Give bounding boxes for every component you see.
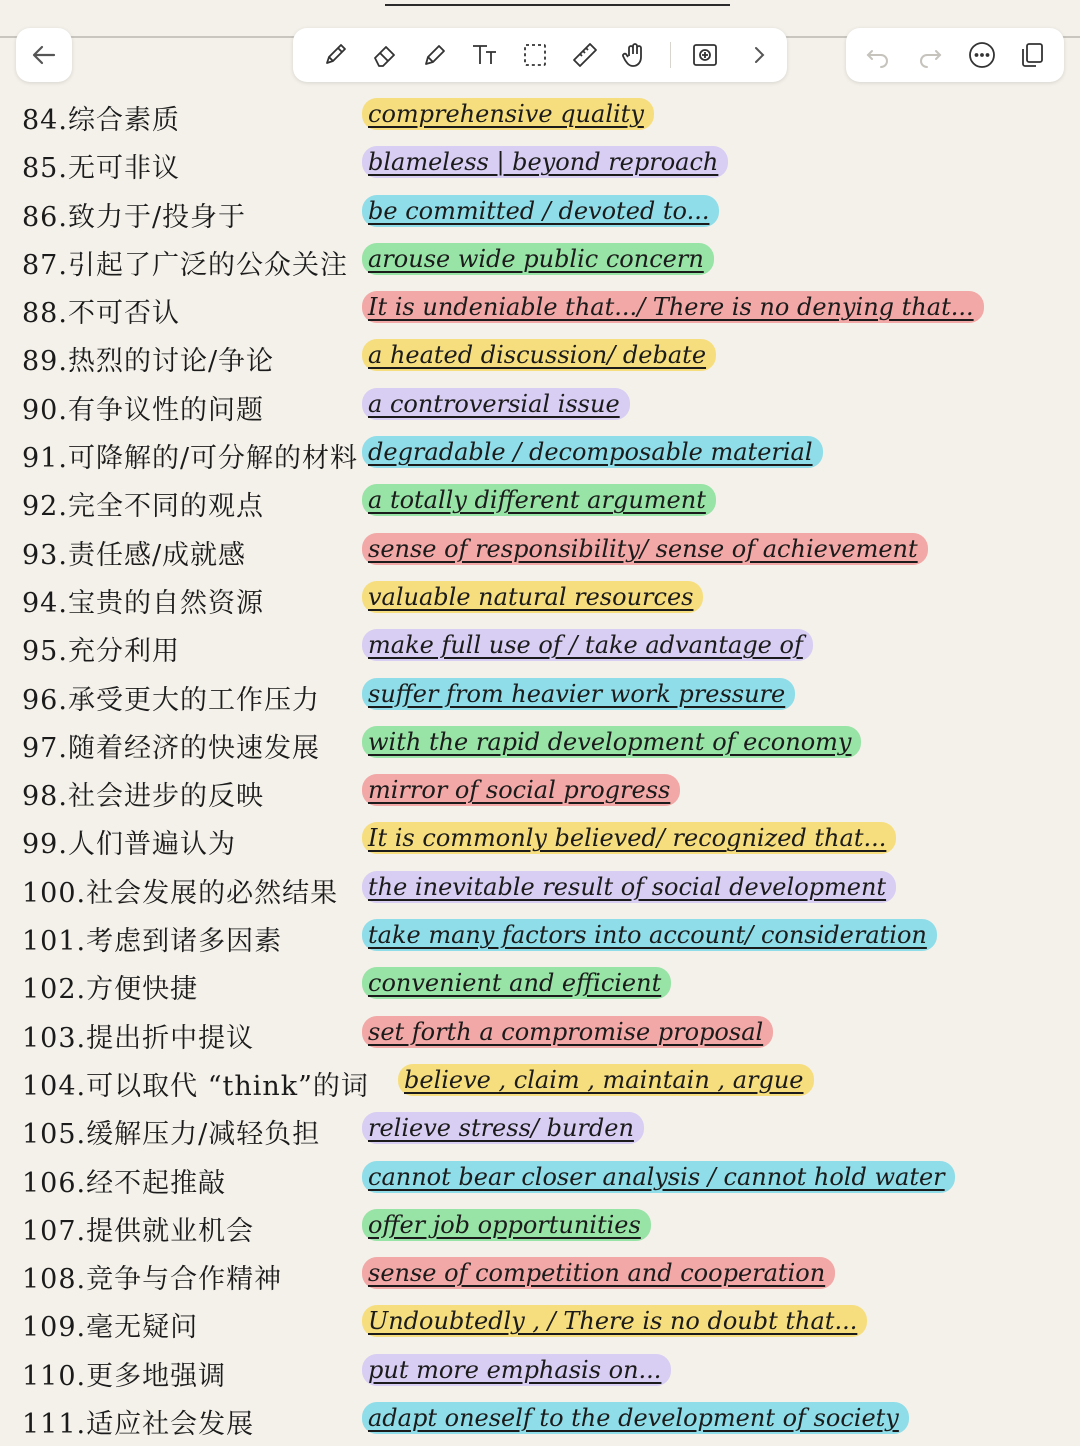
note-row	[0, 432, 1080, 480]
eraser-icon[interactable]	[363, 28, 407, 82]
english-phrase-highlight: put more emphasis on...	[362, 1354, 671, 1386]
note-row	[0, 142, 1080, 190]
note-row	[0, 191, 1080, 239]
chinese-phrase: 89.热烈的讨论/争论	[22, 346, 275, 378]
arrow-left-icon	[22, 28, 66, 82]
chinese-phrase: 99.人们普遍认为	[22, 829, 236, 861]
note-row	[0, 674, 1080, 722]
chinese-phrase: 92.完全不同的观点	[22, 491, 264, 523]
chinese-phrase: 111.适应社会发展	[22, 1409, 255, 1441]
english-phrase-highlight: arouse wide public concern	[362, 243, 714, 275]
chinese-phrase: 97.随着经济的快速发展	[22, 732, 320, 764]
note-row	[0, 287, 1080, 335]
note-row	[0, 384, 1080, 432]
more-icon[interactable]	[960, 28, 1004, 82]
chinese-phrase: 103.提出折中提议	[22, 1022, 255, 1054]
english-phrase-highlight: be committed / devoted to...	[362, 195, 719, 227]
drawing-toolbar	[293, 28, 787, 82]
english-phrase-highlight: valuable natural resources	[362, 581, 703, 613]
english-phrase-highlight: Undoubtedly , / There is no doubt that...	[362, 1305, 867, 1337]
chinese-phrase: 108.竞争与合作精神	[22, 1264, 283, 1296]
redo-icon[interactable]	[908, 28, 952, 82]
english-phrase-highlight: a controversial issue	[362, 388, 630, 420]
note-row	[0, 867, 1080, 915]
pencil-icon[interactable]	[413, 28, 457, 82]
english-phrase-highlight: adapt oneself to the development of society	[362, 1402, 909, 1434]
english-phrase-highlight: convenient and efficient	[362, 967, 671, 999]
chinese-phrase: 96.承受更大的工作压力	[22, 684, 320, 716]
english-phrase-highlight: sense of responsibility/ sense of achievement	[362, 533, 928, 565]
chinese-phrase: 86.致力于/投身于	[22, 201, 247, 233]
note-row	[0, 1398, 1080, 1446]
note-row	[0, 529, 1080, 577]
chinese-phrase: 88.不可否认	[22, 298, 180, 330]
chinese-phrase: 106.经不起推敲	[22, 1167, 227, 1199]
note-row	[0, 1108, 1080, 1156]
english-phrase-highlight: mirror of social progress	[362, 774, 680, 806]
note-row	[0, 1012, 1080, 1060]
pages-icon[interactable]	[1010, 28, 1054, 82]
note-row	[0, 480, 1080, 528]
english-phrase-highlight: offer job opportunities	[362, 1209, 651, 1241]
image-insert-icon[interactable]	[683, 28, 727, 82]
chinese-phrase: 110.更多地强调	[22, 1360, 227, 1392]
chinese-phrase: 85.无可非议	[22, 153, 180, 185]
chinese-phrase: 95.充分利用	[22, 636, 180, 668]
english-phrase-highlight: the inevitable result of social development	[362, 871, 896, 903]
document-actions-toolbar	[846, 28, 1064, 82]
chinese-phrase: 91.可降解的/可分解的材料	[22, 443, 359, 475]
english-phrase-highlight: sense of competition and cooperation	[362, 1257, 835, 1289]
english-phrase-highlight: degradable / decomposable material	[362, 436, 823, 468]
note-row	[0, 915, 1080, 963]
chevron-right-icon[interactable]	[737, 28, 781, 82]
english-phrase-highlight: relieve stress/ burden	[362, 1112, 644, 1144]
note-row	[0, 963, 1080, 1011]
english-phrase-highlight: comprehensive quality	[362, 98, 654, 130]
english-phrase-highlight: It is commonly believed/ recognized that...	[362, 822, 896, 854]
note-row	[0, 1350, 1080, 1398]
note-row	[0, 94, 1080, 142]
chinese-phrase: 93.责任感/成就感	[22, 539, 247, 571]
chinese-phrase: 102.方便快捷	[22, 974, 199, 1006]
note-row	[0, 1253, 1080, 1301]
touch-hand-icon[interactable]	[613, 28, 657, 82]
chinese-phrase: 104.可以取代 “think”的词	[22, 1070, 369, 1102]
chinese-phrase: 94.宝贵的自然资源	[22, 587, 264, 619]
note-row	[0, 1157, 1080, 1205]
english-phrase-highlight: believe , claim , maintain , argue	[398, 1064, 814, 1096]
note-row	[0, 1301, 1080, 1349]
english-phrase-highlight: cannot bear closer analysis / cannot hold water	[362, 1161, 955, 1193]
note-row	[0, 1205, 1080, 1253]
note-row	[0, 722, 1080, 770]
note-row	[0, 239, 1080, 287]
english-phrase-highlight: blameless | beyond reproach	[362, 146, 728, 178]
chinese-phrase: 105.缓解压力/减轻负担	[22, 1119, 321, 1151]
chinese-phrase: 98.社会进步的反映	[22, 781, 264, 813]
pen-icon[interactable]	[313, 28, 357, 82]
chinese-phrase: 90.有争议性的问题	[22, 394, 264, 426]
note-row	[0, 335, 1080, 383]
chinese-phrase: 87.引起了广泛的公众关注	[22, 249, 348, 281]
chinese-phrase: 101.考虑到诸多因素	[22, 926, 283, 958]
chinese-phrase: 109.毫无疑问	[22, 1312, 199, 1344]
undo-icon[interactable]	[856, 28, 900, 82]
english-phrase-highlight: It is undeniable that.../ There is no denying that...	[362, 291, 984, 323]
chinese-phrase: 107.提供就业机会	[22, 1215, 255, 1247]
back-button[interactable]	[16, 28, 72, 82]
handwritten-notes	[0, 94, 1080, 1446]
english-phrase-highlight: make full use of / take advantage of	[362, 629, 813, 661]
english-phrase-highlight: suffer from heavier work pressure	[362, 678, 795, 710]
chinese-phrase: 100.社会发展的必然结果	[22, 877, 339, 909]
lasso-select-icon[interactable]	[513, 28, 557, 82]
english-phrase-highlight: with the rapid development of economy	[362, 726, 861, 758]
text-icon[interactable]	[463, 28, 507, 82]
note-row	[0, 1060, 1080, 1108]
english-phrase-highlight: set forth a compromise proposal	[362, 1016, 773, 1048]
ruler-icon[interactable]	[563, 28, 607, 82]
note-row	[0, 577, 1080, 625]
english-phrase-highlight: a heated discussion/ debate	[362, 339, 716, 371]
note-row	[0, 818, 1080, 866]
note-row	[0, 625, 1080, 673]
note-row	[0, 770, 1080, 818]
english-phrase-highlight: take many factors into account/ consideration	[362, 919, 937, 951]
chinese-phrase: 84.综合素质	[22, 105, 180, 136]
english-phrase-highlight: a totally different argument	[362, 484, 716, 516]
